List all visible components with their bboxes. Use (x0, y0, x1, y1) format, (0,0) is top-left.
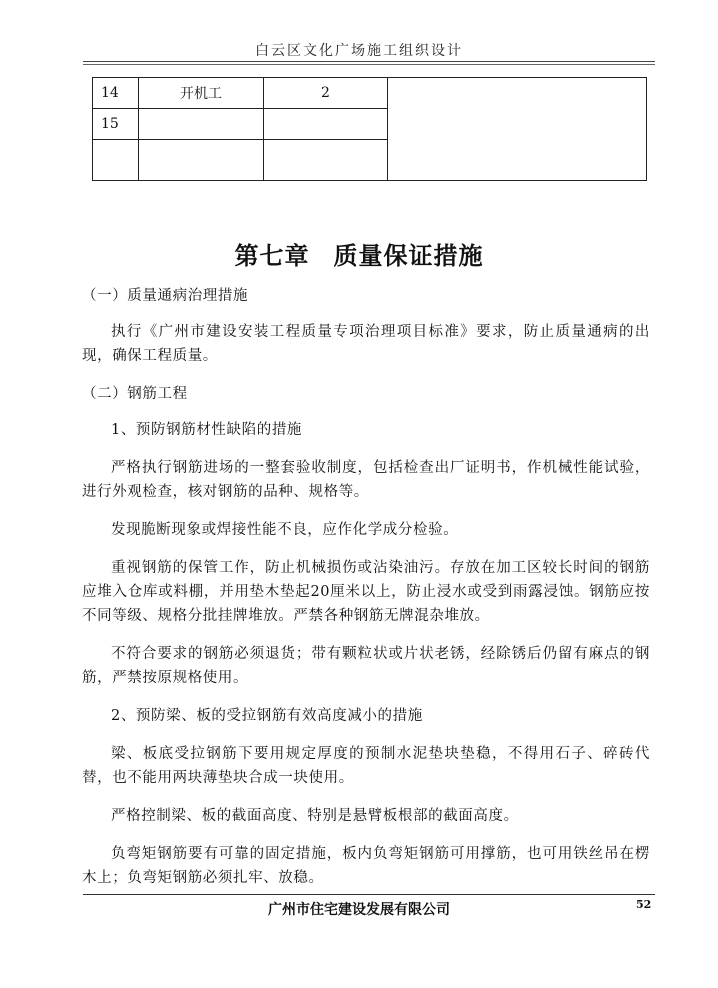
chapter-title: 质量保证措施 (333, 241, 484, 270)
paragraph: 不符合要求的钢筋必须退货；带有颗粒状或片状老锈，经除锈后仍留有麻点的钢筋，严禁按原规格使用。 (82, 646, 650, 686)
table-cell-role (139, 109, 264, 140)
document-header-title: 白云区文化广场施工组织设计 (255, 43, 463, 59)
staff-table (92, 77, 647, 181)
table-cell-role (139, 140, 264, 181)
paragraph: 严格执行钢筋进场的一整套验收制度，包括检查出厂证明书，作机械性能试验，进行外观检查，核对钢筋的品种、规格等。 (82, 460, 650, 500)
table-cell-count: 2 (264, 78, 388, 109)
header-rule (83, 61, 655, 62)
table-row (93, 78, 647, 109)
page-number: 52 (636, 898, 652, 911)
subsection-heading: 2、预防梁、板的受拉钢筋有效高度减小的措施 (111, 708, 423, 724)
paragraph: 发现脆断现象或焊接性能不良，应作化学成分检验。 (111, 522, 459, 538)
table-cell-number: 14 (93, 78, 139, 109)
table-cell-number: 15 (93, 109, 139, 140)
paragraph: 执行《广州市建设安装工程质量专项治理项目标准》要求，防止质量通病的出现，确保工程质量。 (82, 324, 650, 364)
section-heading: （一）质量通病治理措施 (82, 288, 249, 304)
table-cell-role: 开机工 (139, 78, 264, 109)
document-body (82, 284, 650, 904)
header-rule-secondary (83, 64, 655, 65)
subsection-heading: 1、预防钢筋材性缺陷的措施 (111, 422, 303, 438)
table-cell-number (93, 140, 139, 181)
section-heading: （二）钢筋工程 (82, 386, 188, 402)
table-cell-count (264, 109, 388, 140)
paragraph: 负弯矩钢筋要有可靠的固定措施，板内负弯矩钢筋可用撑筋，也可用铁丝吊在楞木上；负弯矩钢筋必须扎牢、放稳。 (82, 846, 650, 886)
footer-company-name: 广州市住宅建设发展有限公司 (268, 902, 450, 918)
table-cell-count (264, 140, 388, 181)
chapter-number: 第七章 (234, 241, 310, 270)
table-cell-remarks (388, 78, 647, 181)
paragraph: 梁、板底受拉钢筋下要用规定厚度的预制水泥垫块垫稳，不得用石子、碎砖代替，也不能用两块薄垫块合成一块使用。 (82, 746, 650, 786)
chapter-heading (0, 236, 718, 271)
paragraph: 重视钢筋的保管工作，防止机械损伤或沾染油污。存放在加工区较长时间的钢筋应堆入仓库或料棚，并用垫木垫起20厘米以上，防止浸水或受到雨露浸蚀。钢筋应按不同等级、规格分批挂牌堆放。严禁各种钢筋无牌混杂堆放。 (82, 560, 650, 624)
footer-rule (83, 894, 655, 895)
paragraph: 严格控制梁、板的截面高度、特别是悬臂板根部的截面高度。 (111, 808, 519, 824)
